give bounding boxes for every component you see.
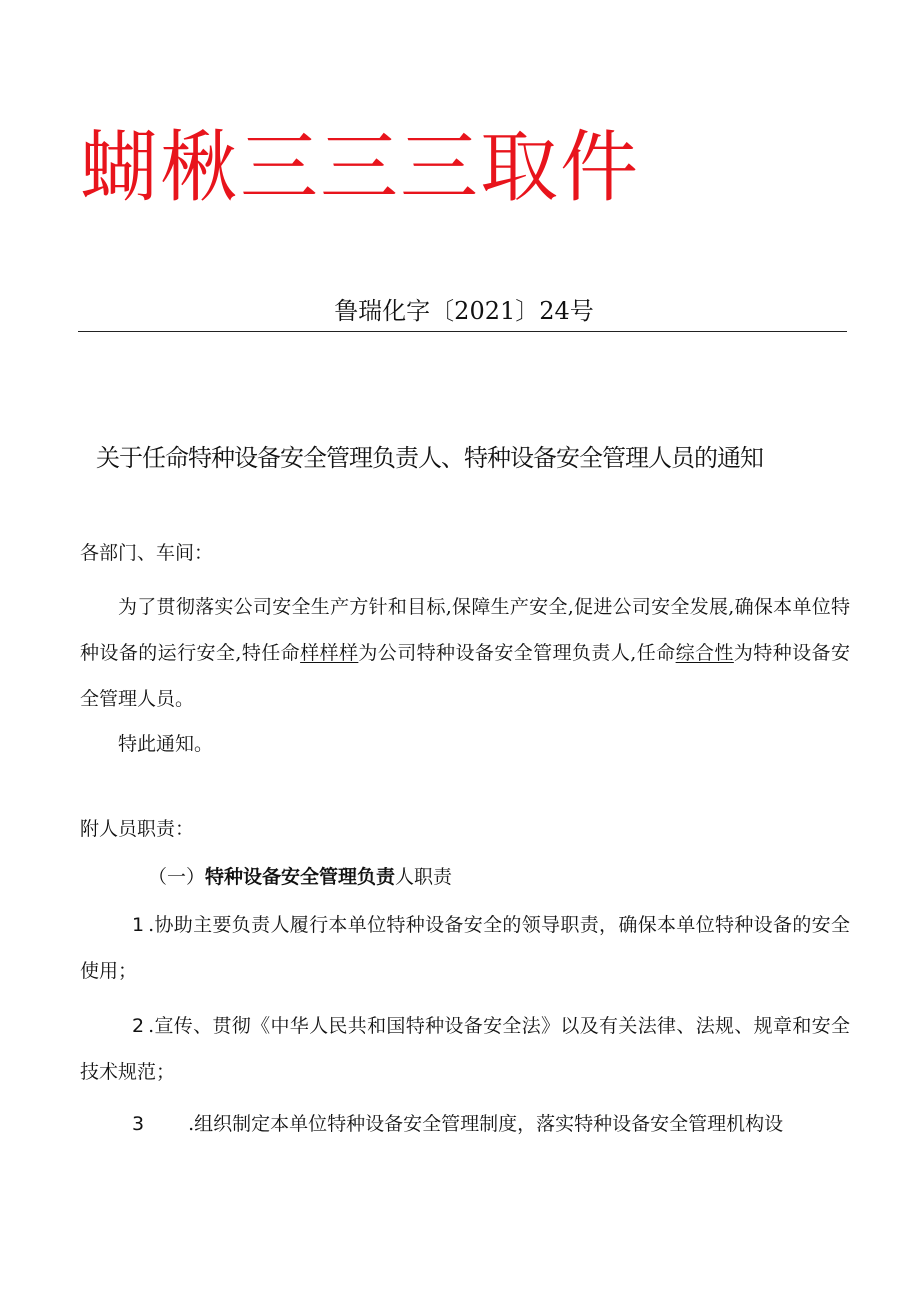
header-divider <box>78 331 847 332</box>
duty-number: 3 <box>132 1113 145 1135</box>
body-text-3: 为特种设备安全管理人员。 <box>80 642 850 710</box>
salutation: 各部门、车间： <box>80 542 214 564</box>
document-number: 鲁瑞化字〔2021〕24号 <box>334 297 594 325</box>
duty-text: .组织制定本单位特种设备安全管理制度，落实特种设备安全管理机构设 <box>188 1113 784 1135</box>
duty-text: .协助主要负责人履行本单位特种设备安全的领导职责，确保本单位特种设备的安全使用； <box>80 914 850 982</box>
section-prefix: （一） <box>148 866 206 888</box>
notice-body <box>80 584 850 722</box>
body-text-2: 为公司特种设备安全管理负责人,任命 <box>358 642 676 664</box>
duty-item-1 <box>80 902 850 994</box>
duty-text: .宣传、贯彻《中华人民共和国特种设备安全法》以及有关法律、法规、规章和安全技术规范； <box>80 1015 850 1083</box>
closing-text: 特此通知。 <box>118 733 214 755</box>
duty-number: 1 <box>132 914 145 936</box>
body-text-1: 为了贯彻落实公司安全生产方针和目标,保障生产安全,促进公司安全发展,确保本单位特种设备的运行安全,特任命 <box>80 596 850 664</box>
appointee-1: 样样样 <box>300 642 359 664</box>
appointee-2: 综合性 <box>675 642 734 664</box>
section-title <box>148 862 452 892</box>
notice-title: 关于任命特种设备安全管理负责人、特种设备安全管理人员的通知 <box>96 444 763 472</box>
section-title-rest: 人职责 <box>395 866 453 888</box>
attachment-label: 附人员职责： <box>80 818 195 840</box>
duty-item-2 <box>80 1003 850 1095</box>
header-title: 蝴楸三三三取件 <box>80 123 641 213</box>
duty-item-3 <box>80 1101 850 1147</box>
duty-number: 2 <box>132 1015 145 1037</box>
section-title-bold: 特种设备安全管理负责 <box>205 866 396 888</box>
